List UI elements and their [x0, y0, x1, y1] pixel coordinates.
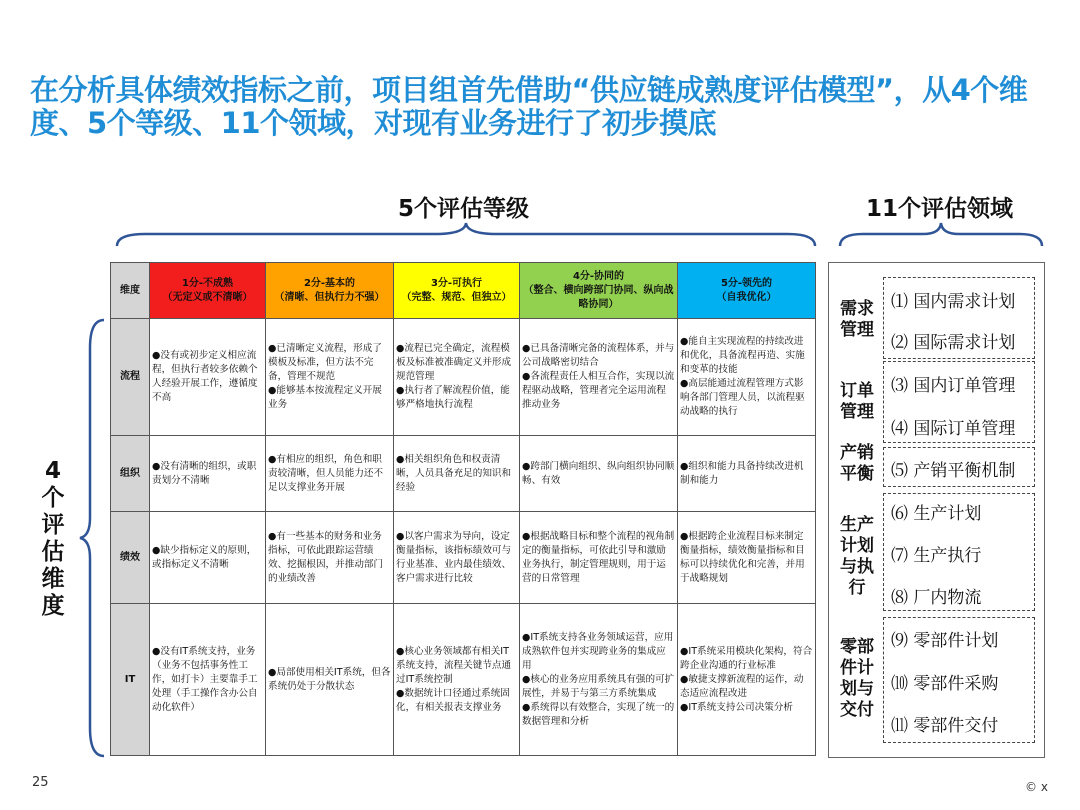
table-cell: ●没有或初步定义相应流程，但执行者较多依赖个人经验开展工作，遵循度不高 — [150, 319, 266, 436]
table-cell: ●没有清晰的组织，或职责划分不清晰 — [150, 436, 266, 512]
table-cell: ●IT系统支持各业务领域运营，应用成熟软件包并实现跨业务的集成应用 ●核心的业务应用系统具有强的可扩展性，并易于与第三方系统集成 ●系统得以有效整合，实现了统一的数据管理和分析 — [520, 604, 678, 756]
table-cell: ●组织和能力具备持续改进机制和能力 — [678, 436, 816, 512]
table-row-process — [111, 319, 816, 436]
table-cell: ●流程已完全确定，流程模板及标准被准确定义并形成规范管理 ●执行者了解流程价值，能够严格地执行流程 — [394, 319, 520, 436]
table-cell: ●缺少指标定义的原则，或指标定义不清晰 — [150, 512, 266, 604]
table-corner: 维度 — [111, 263, 150, 319]
table-row-performance — [111, 512, 816, 604]
domain-item: ⑺ 生产执行 — [891, 546, 982, 566]
table-cell: ●有相应的组织，角色和职责较清晰，但人员能力还不足以支撑业务开展 — [266, 436, 394, 512]
table-cell: ●能自主实现流程的持续改进和优化，具备流程再造、实施和变革的技能 ●高层能通过流程管理方式影响各部门管理人员，以流程驱动战略的执行 — [678, 319, 816, 436]
level-header-3: 3分-可执行 （完整、规范、但独立） — [394, 263, 520, 319]
domain-item: ⑵ 国际需求计划 — [891, 333, 1016, 353]
domain-item: ⑴ 国内需求计划 — [891, 292, 1016, 312]
page-number: 25 — [32, 775, 49, 790]
domains-heading: 11个评估领域 — [866, 196, 1014, 222]
table-cell: ●以客户需求为导向，设定衡量指标，该指标绩效可与行业基准、业内最佳绩效、客户需求进行比较 — [394, 512, 520, 604]
table-cell: ●核心业务领域都有相关IT系统支持，流程关键节点通过IT系统控制 ●数据统计口径通过系统固化，有相关报表支撑业务 — [394, 604, 520, 756]
maturity-table — [110, 262, 816, 756]
table-cell: ●根据跨企业流程目标来制定衡量指标，绩效衡量指标和目标可以持续优化和完善，并用于战略规划 — [678, 512, 816, 604]
row-header: IT — [111, 604, 150, 756]
copyright: © x — [1025, 780, 1048, 794]
table-row-organization — [111, 436, 816, 512]
domain-item: ⑾ 零部件交付 — [891, 716, 999, 736]
table-cell: ●没有IT系统支持，业务（业务不包括事务性工作，如打卡）主要靠手工处理（手工操作含办公自动化软件） — [150, 604, 266, 756]
table-cell: ●已具备清晰完备的流程体系，并与公司战略密切结合 ●各流程责任人相互合作，实现以流程驱动战略，管理者完全运用流程推动业务 — [520, 319, 678, 436]
domain-item: ⑹ 生产计划 — [891, 504, 982, 524]
table-cell: ●已清晰定义流程，形成了模板及标准，但方法不完备，管理不规范 ●能够基本按流程定义开展业务 — [266, 319, 394, 436]
dimensions-brace — [78, 318, 108, 758]
table-cell: ●跨部门横向组织、纵向组织协同顺畅、有效 — [520, 436, 678, 512]
table-cell: ●IT系统采用模块化架构，符合跨企业沟通的行业标准 ●敏捷支撑新流程的运作，动态适应流程改进 ●IT系统支持公司决策分析 — [678, 604, 816, 756]
table-cell: ●局部使用相关IT系统，但各系统仍处于分散状态 — [266, 604, 394, 756]
level-header-4: 4分-协同的 （整合、横向跨部门协同、纵向战略协同） — [520, 263, 678, 319]
dimensions-label: 4 个 评 估 维 度 — [41, 458, 65, 619]
table-cell: ●根据战略目标和整个流程的视角制定的衡量指标，可依此引导和激励业务执行，制定管理规则，用于运营的日常管理 — [520, 512, 678, 604]
levels-brace — [115, 220, 817, 250]
domain-item: ⑸ 产销平衡机制 — [891, 461, 1016, 481]
domain-item: ⑶ 国内订单管理 — [891, 376, 1016, 396]
level-header-5: 5分-领先的 （自我优化） — [678, 263, 816, 319]
group-label-production: 生产计划与执行 — [840, 515, 874, 598]
group-label-order: 订单管理 — [840, 381, 874, 422]
domains-brace — [838, 220, 1044, 250]
table-cell: ●有一些基本的财务和业务指标，可依此跟踪运营绩效、挖掘根因，并推动部门的业绩改善 — [266, 512, 394, 604]
row-header: 绩效 — [111, 512, 150, 604]
group-label-balance: 产销平衡 — [840, 443, 874, 484]
group-label-demand: 需求管理 — [840, 299, 874, 340]
domain-item: ⑷ 国际订单管理 — [891, 419, 1016, 439]
levels-heading: 5个评估等级 — [398, 196, 530, 222]
domain-item: ⑼ 零部件计划 — [891, 631, 999, 651]
domain-item: ⑻ 厂内物流 — [891, 588, 982, 608]
page-title: 在分析具体绩效指标之前，项目组首先借助“供应链成熟度评估模型”，从4个维度、5个等级、11个领域，对现有业务进行了初步摸底 — [30, 73, 1028, 140]
domains-panel — [828, 262, 1045, 758]
group-label-parts: 零部件计划与交付 — [840, 637, 874, 720]
domain-item: ⑽ 零部件采购 — [891, 674, 999, 694]
table-row-it — [111, 604, 816, 756]
level-header-2: 2分-基本的 （清晰、但执行力不强） — [266, 263, 394, 319]
table-cell: ●相关组织角色和权责清晰，人员具备充足的知识和经验 — [394, 436, 520, 512]
row-header: 组织 — [111, 436, 150, 512]
level-header-1: 1分-不成熟 （无定义或不清晰） — [150, 263, 266, 319]
row-header: 流程 — [111, 319, 150, 436]
